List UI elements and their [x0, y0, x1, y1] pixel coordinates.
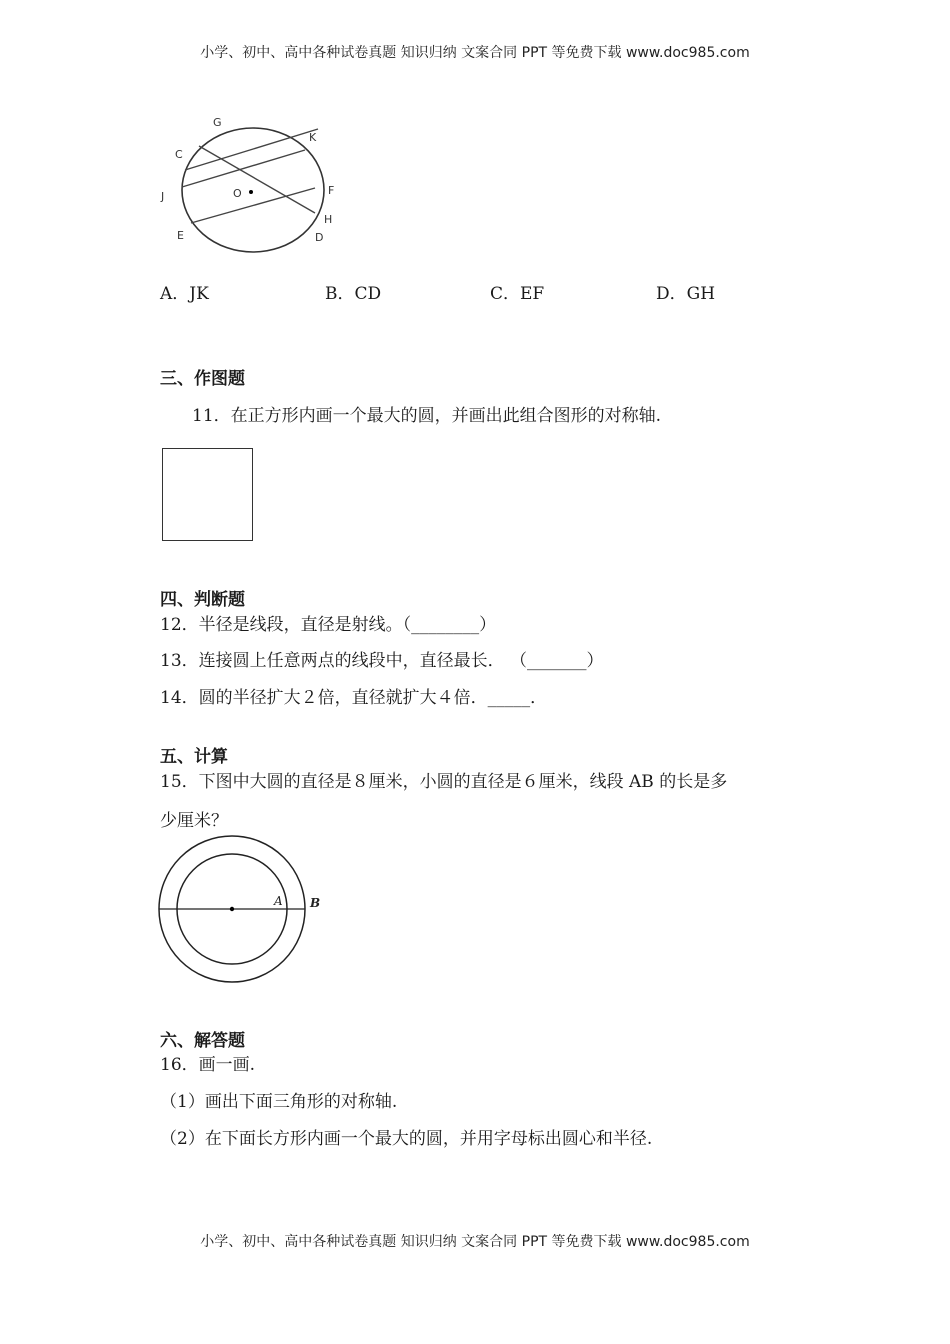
center-dot [249, 190, 253, 194]
center-dot [230, 907, 234, 911]
option-b: B．CD [325, 284, 382, 304]
section-3-title: 三、作图题 [160, 369, 245, 389]
label-d: D [315, 231, 324, 244]
option-c: C．EF [490, 284, 545, 304]
question-16: 16．画一画. [160, 1055, 256, 1075]
label-e: E [177, 229, 184, 242]
chord-jk [182, 150, 305, 187]
label-a: A [274, 894, 283, 908]
chord-ef [191, 188, 315, 223]
label-b: B [310, 896, 321, 910]
label-h: H [324, 213, 333, 226]
question-12: 12．半径是线段，直径是射线。（________） [160, 615, 497, 635]
chord-gh [199, 146, 315, 213]
label-g: G [213, 116, 222, 129]
option-d: D．GH [656, 284, 716, 304]
question-16-part-1: （1）画出下面三角形的对称轴. [160, 1092, 398, 1112]
question-15-line2: 少厘米？ [160, 811, 228, 831]
question-11: 11．在正方形内画一个最大的圆，并画出此组合图形的对称轴. [192, 406, 662, 426]
concentric-circles-figure [150, 830, 330, 990]
label-o: O [233, 187, 242, 200]
label-c: C [175, 148, 183, 161]
question-16-part-2: （2）在下面长方形内画一个最大的圆，并用字母标出圆心和半径. [160, 1129, 653, 1149]
option-a: A．JK [160, 284, 209, 304]
label-j: J [161, 190, 165, 203]
page-footer: 小学、初中、高中各种试卷真题 知识归纳 文案合同 PPT 等免费下载 www.doc985.com [200, 1234, 750, 1250]
circle-outline [182, 128, 324, 252]
section-5-title: 五、计算 [160, 747, 228, 767]
question-14: 14．圆的半径扩大２倍，直径就扩大４倍．_____． [160, 688, 548, 708]
label-f: F [328, 184, 335, 197]
label-k: K [309, 131, 317, 144]
question-13: 13．连接圆上任意两点的线段中，直径最长． （_______） [160, 651, 604, 671]
section-6-title: 六、解答题 [160, 1031, 245, 1051]
circle-chords-figure [155, 110, 355, 260]
square-drawing-box [162, 448, 253, 541]
page-header: 小学、初中、高中各种试卷真题 知识归纳 文案合同 PPT 等免费下载 www.doc985.com [200, 45, 750, 61]
section-4-title: 四、判断题 [160, 590, 245, 610]
question-15-line1: 15．下图中大圆的直径是８厘米，小圆的直径是６厘米，线段 AB 的长是多 [160, 772, 728, 792]
